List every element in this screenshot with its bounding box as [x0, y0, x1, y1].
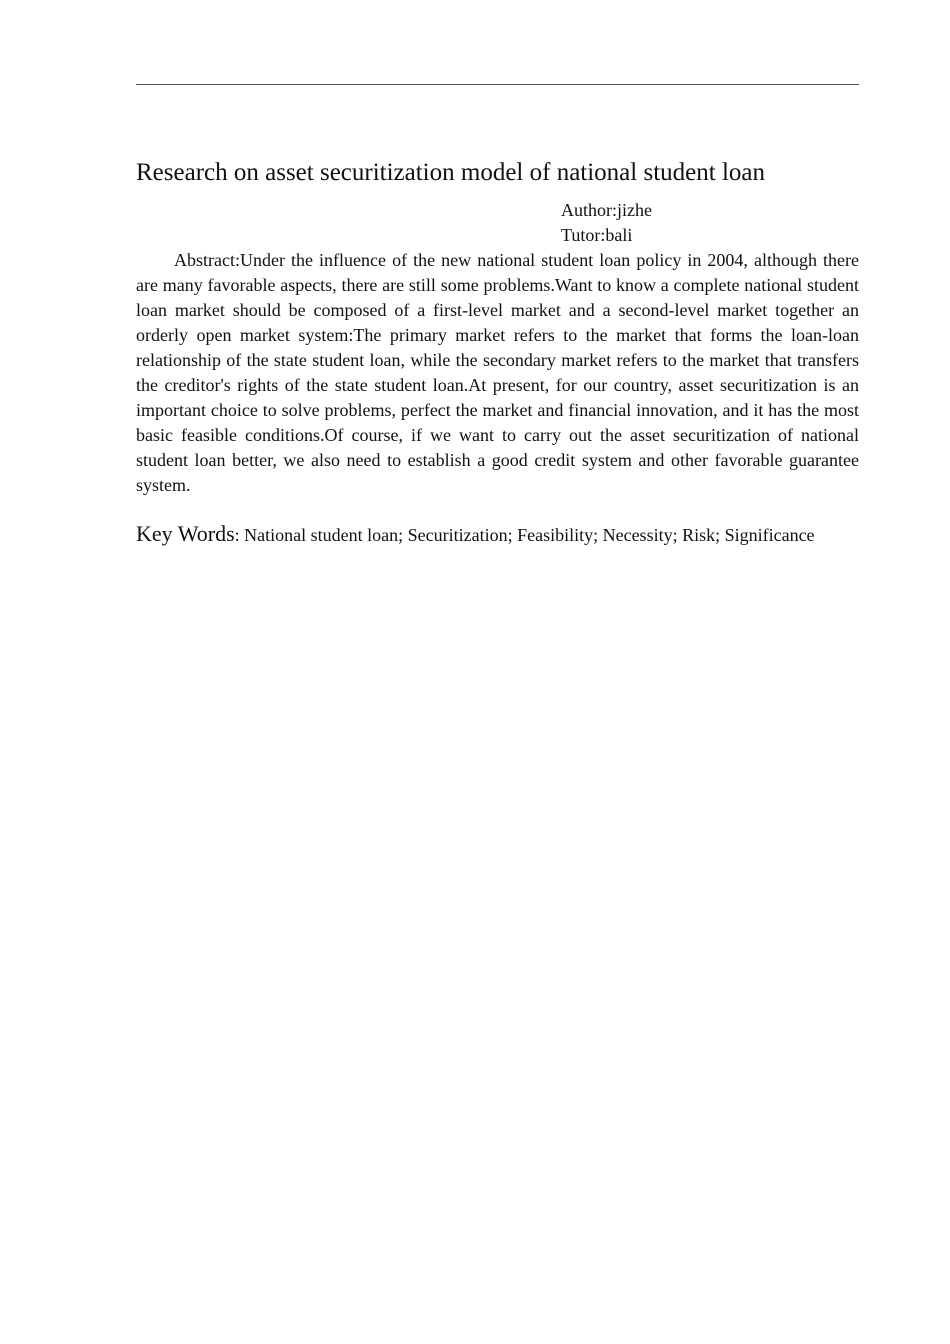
header-rule	[136, 84, 859, 85]
keywords-paragraph	[136, 521, 859, 548]
abstract-paragraph: Abstract:Under the influence of the new national student loan policy in 2004, although there are many favorable aspects, there are still some problems.Want to know a complete national student loan market should be composed of a first-level market and a second-level market together an orderly open market system:The primary market refers to the market that forms the loan-loan relationship of the state student loan, while the secondary market refers to the market that transfers the creditor's rights of the state student loan.At present, for our country, asset securitization is an important choice to solve problems, perfect the market and financial innovation, and it has the most basic feasible conditions.Of course, if we want to carry out the asset securitization of national student loan better, we also need to establish a good credit system and other favorable guarantee system.	[136, 250, 859, 495]
tutor-line: Tutor:bali	[561, 225, 633, 245]
keywords-label: Key Words	[136, 521, 235, 546]
paper-title: Research on asset securitization model of national student loan	[136, 159, 765, 186]
keywords-list: : National student loan; Securitization; Feasibility; Necessity; Risk; Significance	[234, 525, 815, 545]
author-line: Author:jizhe	[561, 200, 652, 220]
